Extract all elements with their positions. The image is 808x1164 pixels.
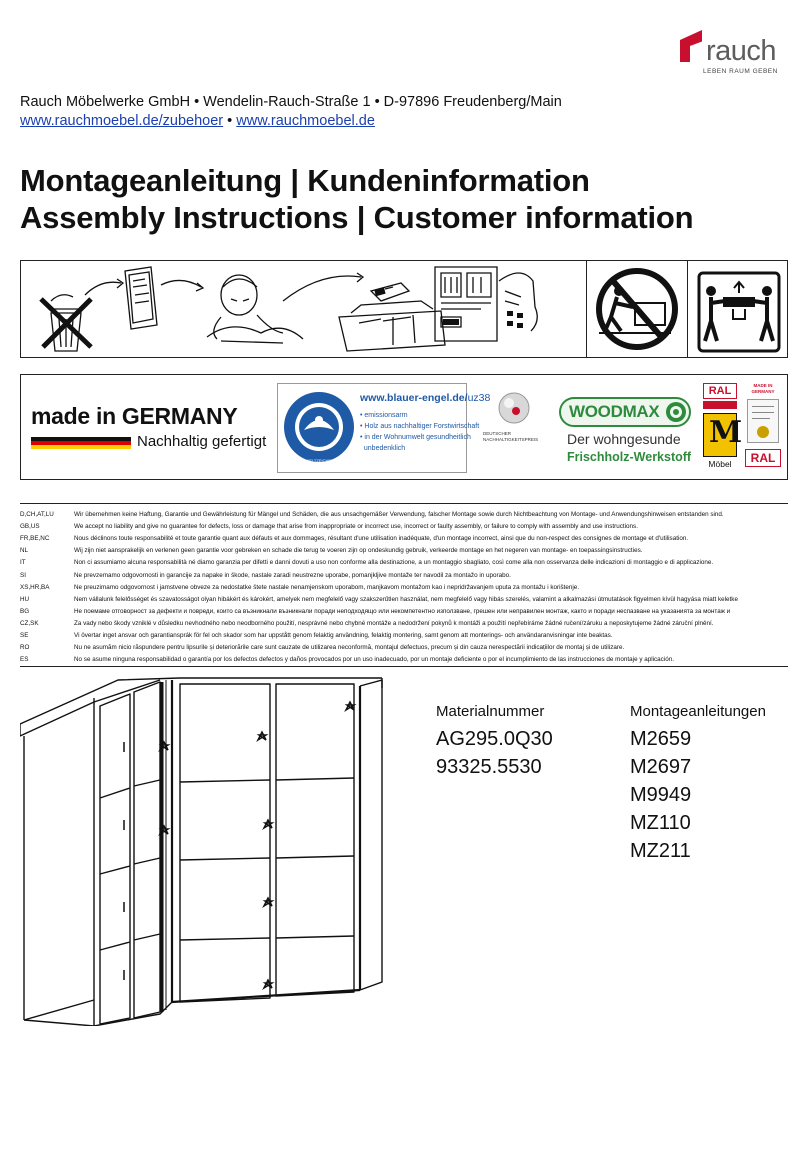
blue-angel-ring-bottom: DAS UMWELTZEICHEN xyxy=(290,458,334,463)
certification-banner xyxy=(20,374,788,480)
made-in-subtitle: Nachhaltig gefertigt xyxy=(137,433,267,450)
ral-bottom-label: RAL xyxy=(745,449,781,467)
language-code: RO xyxy=(20,644,30,652)
page-title-de: Montageanleitung | Kundeninformation xyxy=(20,163,590,198)
disclaimer-text: Ne preuzimamo odgovornost i jamstvene obveze za nedostatke štete nastale nenamjenskom uporabom, manjkavom montažom kao i nepridržavanjem uputa za montažu i korištenje. xyxy=(74,583,580,591)
small-made-in: MADE IN GERMANY xyxy=(751,383,775,394)
manual-code: M2697 xyxy=(630,756,692,778)
manual-code: M9949 xyxy=(630,784,692,806)
made-in-germany-ral-badge xyxy=(743,383,783,471)
manual-code: MZ110 xyxy=(630,812,691,834)
legal-row xyxy=(20,630,788,642)
prize-line2: NACHHALTIGKEITSPREIS xyxy=(483,437,539,442)
material-number: AG295.0Q30 xyxy=(436,728,553,750)
prize-line1: DEUTSCHER xyxy=(483,431,512,436)
disclaimer-text: Za vady nebo škody vzniklé v důsledku nevhodného nebo neodborného použití, nesprávné nebo chybné montáže a nedodržení pokynů k montáži a použití nepřebíráme žádné ručení/záruku a neposkytujeme žádné záruční plnění. xyxy=(74,619,714,627)
accessories-link[interactable]: www.rauchmoebel.de/zubehoer xyxy=(20,113,224,129)
woodmax-name: WOODMAX xyxy=(569,402,660,421)
language-code: NL xyxy=(20,547,29,555)
disclaimer-text: Nu ne asumăm nicio răspundere pentru lipsurile și deteriorările care sunt cauzate de utilizarea neconformă, montajul defectuos, precum și din cauza nerespectării indicațiilor de montaj și de utilizare. xyxy=(74,644,625,652)
disclaimer-text: Ne prevzemamo odgovornosti in garancije za napake in škode, nastale zaradi neustrezne uporabe, pomanjkljive montaže ter navodil za montažo in uporabo. xyxy=(74,571,511,579)
material-number: 93325.5530 xyxy=(436,756,542,778)
language-code: SE xyxy=(20,632,29,639)
legal-row xyxy=(20,654,788,666)
lift-carry-icon xyxy=(699,273,779,351)
sustainability-prize-badge xyxy=(483,391,553,465)
file-folder-icon xyxy=(339,283,445,351)
ral-top-label: RAL xyxy=(703,383,737,399)
language-code: FR,BE,NC xyxy=(20,535,50,543)
point: • in der Wohnumwelt gesundheitlich xyxy=(360,434,471,441)
disclaimer-text: Nem vállalunk felelősséget és szavatosságot olyan hibákért és károkért, amelyek nem megfelelő vagy szakszerűtlen használat, nem megfelelő vagy hibás szerelés, valamint a alkalmazási útmutatások figyelmen kívül hagyása miatt keletke xyxy=(74,595,738,603)
blue-angel-icon xyxy=(282,390,356,464)
no-floor-drag-icon xyxy=(599,271,675,347)
prize-sphere-icon xyxy=(497,391,531,425)
legal-row xyxy=(20,570,788,582)
door-handles xyxy=(124,702,354,988)
language-code: BG xyxy=(20,607,30,615)
blauer-engel-badge xyxy=(277,383,491,473)
legal-row xyxy=(20,557,788,569)
language-code: HU xyxy=(20,595,30,603)
language-code: IT xyxy=(20,559,26,567)
language-code: XS,HR,BA xyxy=(20,583,50,591)
company-address: Rauch Möbelwerke GmbH • Wendelin-Rauch-Straße 1 • D-97896 Freudenberg/Main xyxy=(20,94,562,110)
instruction-drawings xyxy=(21,261,787,357)
blue-angel-url-prefix: www.blauer-engel.de/ xyxy=(360,392,468,404)
legal-row xyxy=(20,594,788,606)
disclaimer-text: We accept no liability and give no guarantee for defects, loss or damage that arise from inappropriate or incorrect use, incorrect or faulty assembly, or failure to comply with assembly and use instructions. xyxy=(74,523,638,531)
woodmax-pill xyxy=(559,397,691,427)
blue-angel-ring-text: BLAUER ENGEL xyxy=(292,386,343,392)
woodmax-line1: Der wohngesunde xyxy=(567,431,681,447)
disclaimer-text: Не поемаме отговорност за дефекти и повреди, които са възникнали възникнали поради неподходящо или некомпетентно използване, грешен или неправилен монтаж, както и поради неспазване на указанията за монтаж и xyxy=(74,607,731,615)
disclaimer-text: Non ci assumiamo alcuna responsabilità né diamo garanzia per difetti e danni dovuti a uso non conforme alla destinazione, a un montaggio sbagliato, così come alla non osservanza delle indicazioni di montaggio e di applicazione. xyxy=(74,559,714,567)
homepage-link[interactable]: www.rauchmoebel.de xyxy=(236,113,375,129)
point: unbedenklich xyxy=(360,445,406,452)
flag-stripe-gold xyxy=(31,445,131,449)
language-code: D,CH,AT,LU xyxy=(20,511,54,518)
link-separator: • xyxy=(223,113,237,129)
legal-row xyxy=(20,509,788,521)
brand-tagline: LEBEN RAUM GEBEN xyxy=(703,68,778,75)
manual-code: M2659 xyxy=(630,728,692,750)
manual-code: MZ211 xyxy=(630,840,691,862)
language-code: GB,US xyxy=(20,523,40,531)
ral-red-band xyxy=(703,401,737,409)
ral-moebel-badge xyxy=(703,383,743,471)
rauch-logo-mark-icon xyxy=(678,28,706,64)
disclaimer-text: Vi övertar inget ansvar och garantiansprák för fel och skador som har uppstått genom felaktig användning, felaktig montering, samt genom att monterings- och användaranvisningar inte beaktas. xyxy=(74,632,613,639)
disclaimer-text: Wir übernehmen keine Haftung, Garantie und Gewährleistung für Mängel und Schäden, die aus unsachgemäßer Verwendung, falscher Montage sowie durch Nichtbeachtung von Montage- und Anwendungshinweisen entstanden sind. xyxy=(74,511,724,518)
blue-angel-points xyxy=(360,410,479,454)
disclaimer-text: Nous déclinons toute responsabilité et toute garantie quant aux défauts et aux dommages, résultant d'une utilisation inadéquate, d'un montage incorrect, ainsi que du non-respect des consignes de montage et d'utilisation. xyxy=(74,535,689,543)
top-edge xyxy=(20,678,382,724)
blue-angel-url-suffix: uz38 xyxy=(467,392,491,404)
corner-wardrobe-drawing xyxy=(20,670,400,1026)
woodmax-line2: Frischholz-Werkstoff xyxy=(567,450,692,464)
disclaimer-text: No se asume ninguna responsabilidad o garantía por los defectos defectos y daños provocados por un uso inadecuado, por un montaje deficiente o por el incumplimiento de las instrucciones de montaje y aplicación. xyxy=(74,656,674,664)
ral-moebel-label: Möbel xyxy=(708,459,732,469)
assembly-card-icon xyxy=(435,267,537,341)
brand-logo xyxy=(678,26,788,78)
legal-row xyxy=(20,642,788,654)
company-links xyxy=(20,113,375,129)
made-in-germany-badge xyxy=(31,403,271,463)
language-code: ES xyxy=(20,656,29,664)
woodmax-badge xyxy=(559,397,699,471)
legal-row xyxy=(20,618,788,630)
language-code: CZ,SK xyxy=(20,619,39,627)
point: • Holz aus nachhaltiger Forstwirtschaft xyxy=(360,423,480,430)
legal-row xyxy=(20,533,788,545)
booklet-icon xyxy=(125,267,157,329)
assembly-manuals-label: Montageanleitungen xyxy=(630,703,766,720)
made-in-title: made in GERMANY xyxy=(31,403,238,429)
language-code: SI xyxy=(20,571,26,579)
page-title-en: Assembly Instructions | Customer information xyxy=(20,200,694,235)
reading-person-icon xyxy=(207,275,303,343)
legal-row xyxy=(20,521,788,533)
legal-row xyxy=(20,582,788,594)
legal-row xyxy=(20,545,788,557)
m-glyph: M xyxy=(709,415,743,450)
point: • emissionsarm xyxy=(360,412,408,419)
instruction-strip xyxy=(20,260,788,358)
material-number-label: Materialnummer xyxy=(436,703,545,720)
gold-m-icon xyxy=(703,413,743,457)
blue-angel-url xyxy=(360,392,490,404)
disclaimer-text: Wij zijn niet aansprakelijk en verlenen geen garantie voor gebreken en schade die terug te voeren zijn op ondeskundig gebruik, verkeerde montage en het negeren van montage- en toepassingsinstructies. xyxy=(74,547,643,555)
brand-name: rauch xyxy=(706,35,777,67)
certificate-icon xyxy=(747,399,779,443)
woodmax-ring-icon xyxy=(665,401,687,423)
legal-row xyxy=(20,606,788,618)
liability-disclaimer-table xyxy=(20,503,788,667)
no-trash-icon xyxy=(41,295,91,351)
